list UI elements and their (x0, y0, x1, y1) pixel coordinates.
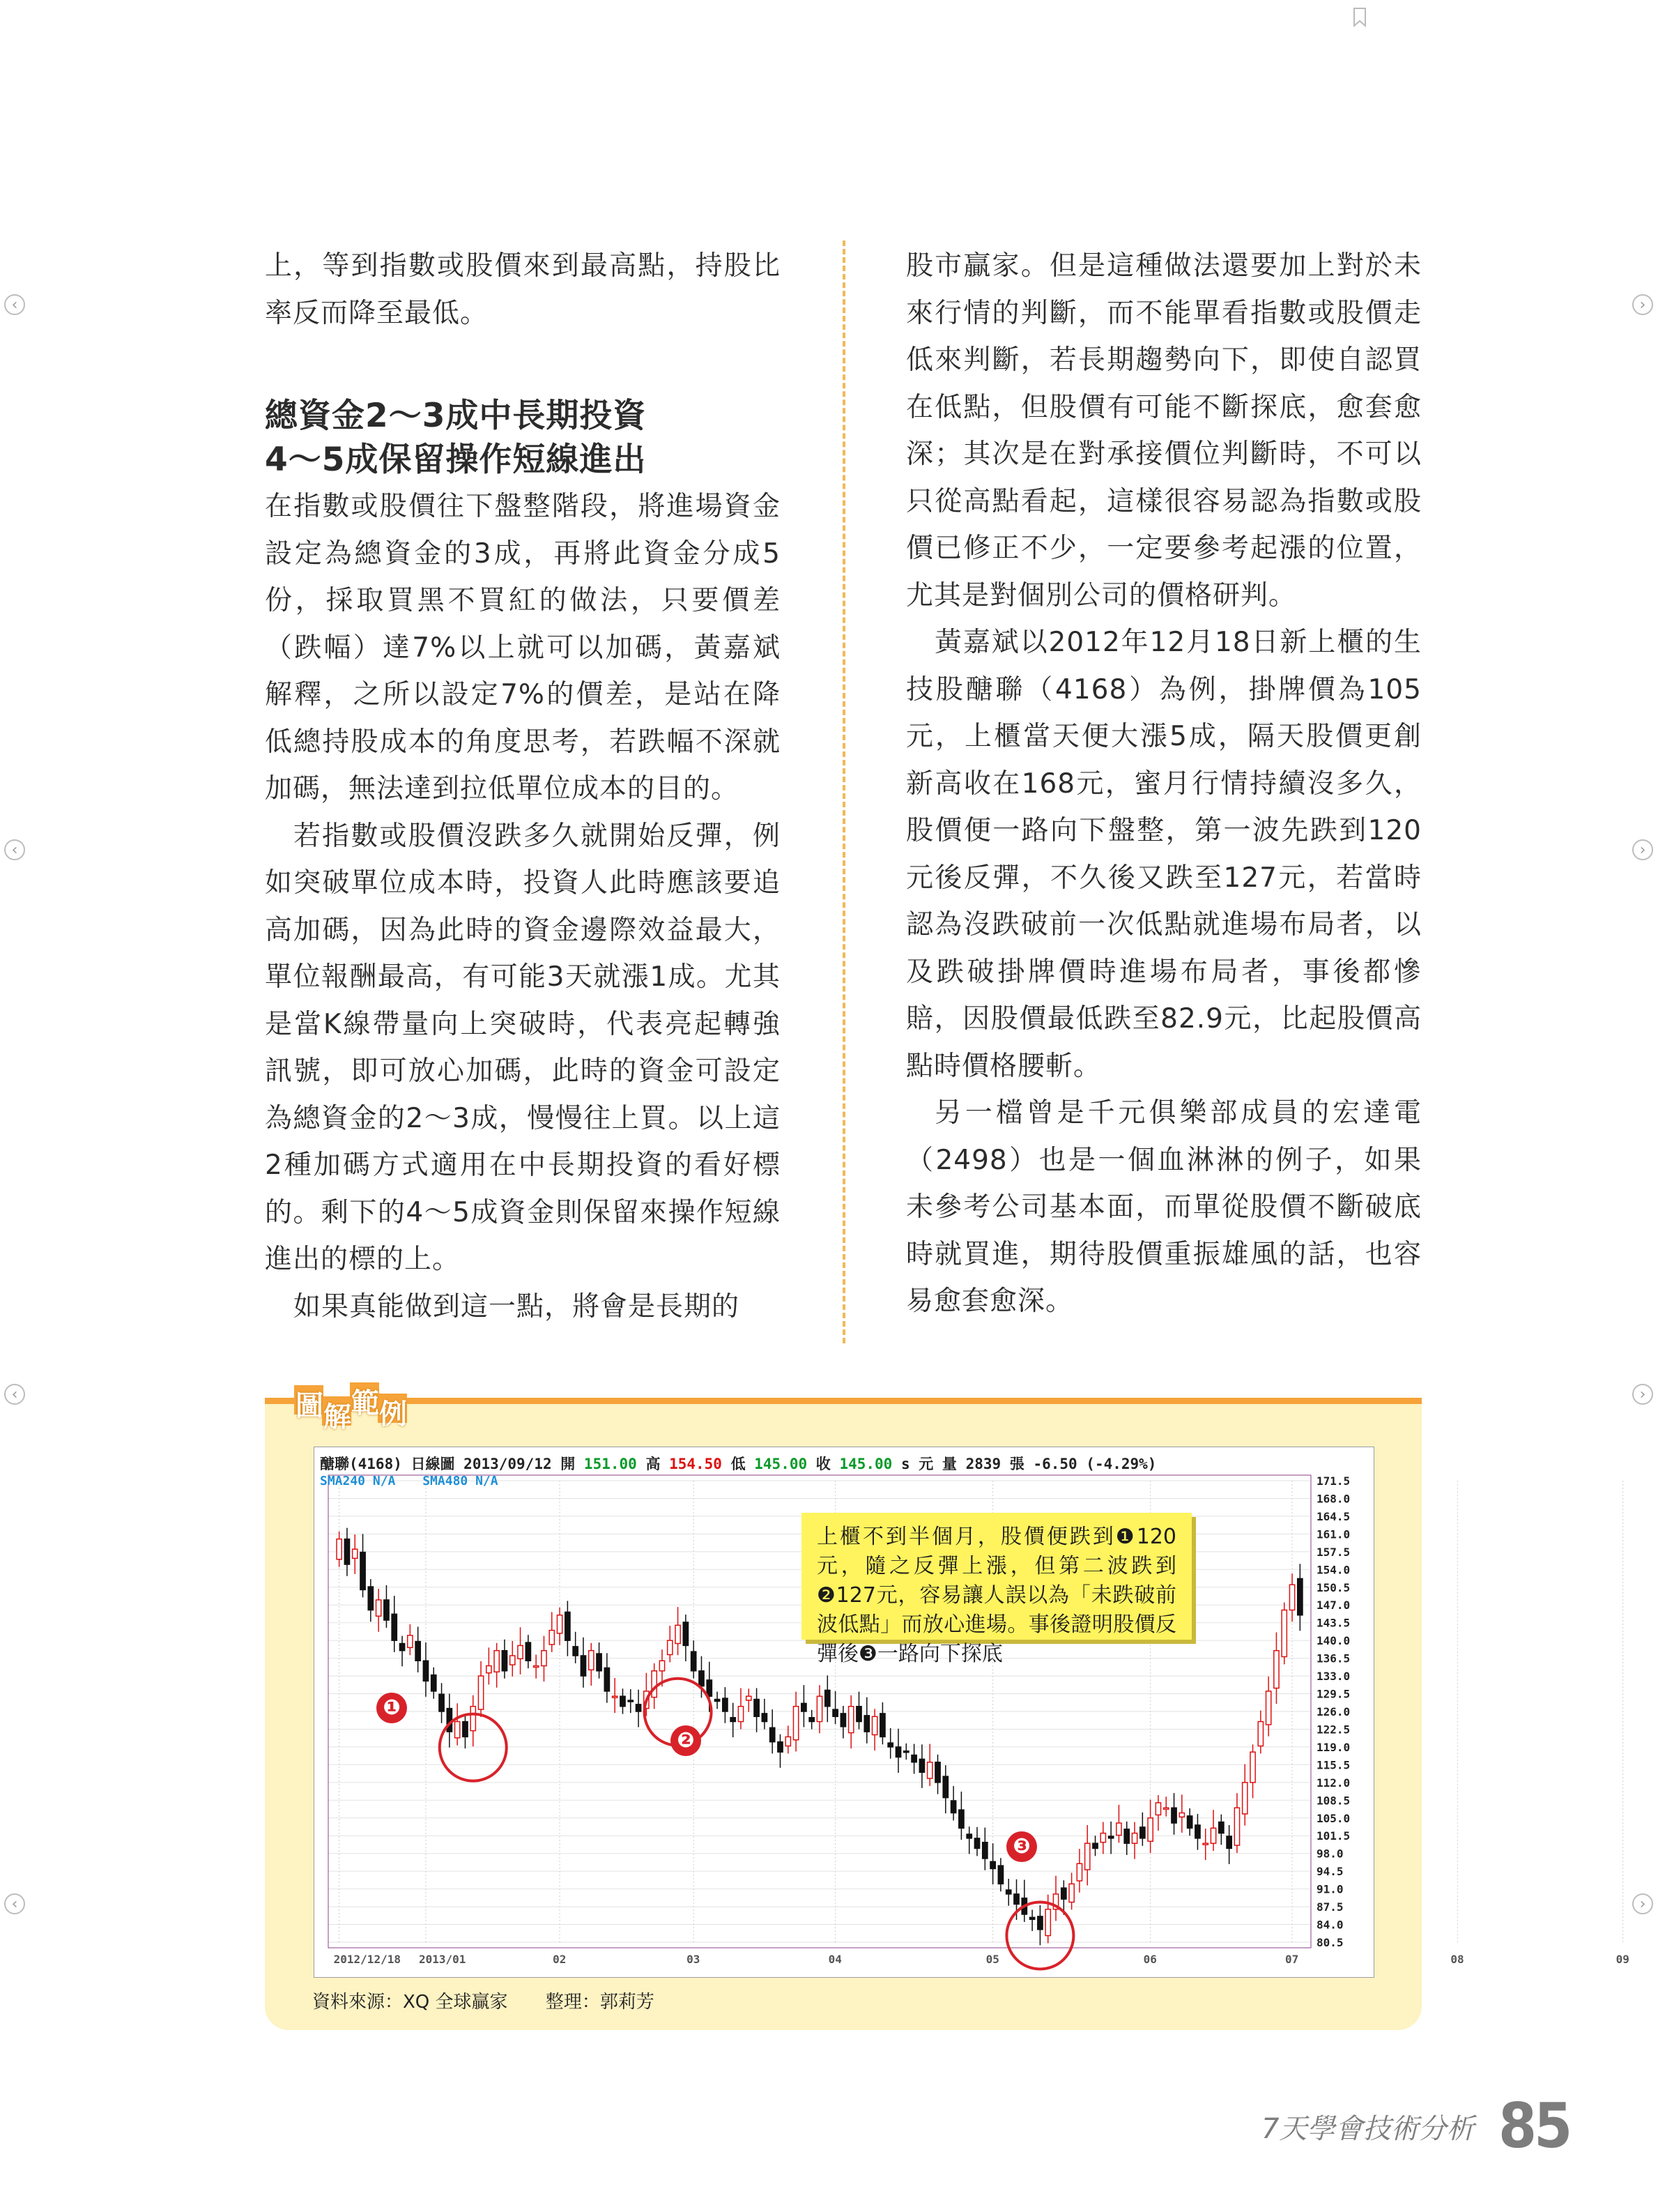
y-tick-label: 91.0 (1317, 1882, 1344, 1896)
y-tick-label: 136.5 (1317, 1652, 1351, 1665)
candle-body (959, 1810, 964, 1828)
candle-body (857, 1707, 861, 1722)
candle-body (1211, 1828, 1215, 1843)
candle-body (368, 1587, 373, 1610)
y-tick-label: 161.0 (1317, 1527, 1351, 1541)
open-label: 開 (560, 1456, 576, 1472)
candle-body (510, 1656, 515, 1665)
candle-body (1234, 1808, 1239, 1845)
body-paragraph-1: 在指數或股價往下盤整階段，將進場資金設定為總資金的3成，再將此資金分成5份，採取買黑不買紅的做法，只要價差（跌幅）達7%以上就可以加碼，黃嘉斌解釋，之所以設定7%的價差，是站在降低總持股成本的角度思考，若跌幅不深就加碼，無法達到拉低單位成本的目的。 (265, 491, 781, 804)
next-page-arrow-icon[interactable]: › (1632, 1384, 1653, 1405)
candle-body (581, 1656, 585, 1676)
candle-body (1156, 1803, 1160, 1815)
candle-body (439, 1694, 444, 1711)
candle-body (1116, 1823, 1121, 1835)
candle-body (415, 1642, 420, 1661)
candle-body (502, 1651, 507, 1671)
candle-body (620, 1696, 625, 1707)
volume-label: 量 (942, 1456, 957, 1472)
figure-tab-char: 例 (379, 1398, 407, 1431)
y-tick-label: 80.5 (1317, 1936, 1344, 1949)
candle-body (699, 1671, 704, 1686)
candle-body (919, 1759, 924, 1772)
candle-body (344, 1539, 349, 1564)
candle-body (589, 1651, 594, 1670)
body-paragraph-4: 股市贏家。但是這種做法還要加上對於未來行情的判斷，而不能單看指數或股價走低來判斷，若長期趨勢向下，即使自認買在低點，但股價有可能不斷探底，愈套愈深；其次是在對承接價位判斷時，不可以只從高點看起，這樣很容易認為指數或股價已修正不少，一定要參考起漲的位置，尤其是對個別公司的價格研判。 (906, 250, 1422, 611)
candle-body (1195, 1825, 1200, 1838)
y-tick-label: 84.0 (1317, 1918, 1344, 1932)
candle-body (754, 1700, 759, 1717)
candle-body (1289, 1585, 1294, 1610)
marker-1: ❶ (376, 1693, 407, 1723)
candle-body (738, 1707, 743, 1722)
intro-paragraph: 上，等到指數或股價來到最高點，持股比率反而降至最低。 (265, 250, 781, 329)
y-tick-label: 150.5 (1317, 1580, 1351, 1594)
body-paragraph-3: 如果真能做到這一點，將會是長期的 (293, 1290, 739, 1322)
next-page-arrow-icon[interactable]: › (1632, 1893, 1653, 1914)
illustrated-example-figure (265, 1387, 1629, 2030)
candle-body (872, 1716, 877, 1734)
candle-body (983, 1843, 988, 1859)
candle-body (1014, 1894, 1019, 1905)
candle-body (447, 1709, 452, 1732)
x-tick-label: 2012/12/18 (333, 1953, 401, 1966)
candle-body (353, 1549, 358, 1558)
section-heading-line-2: 4～5成保留操作短線進出 (265, 441, 647, 479)
candle-body (967, 1834, 972, 1838)
figure-tab-char: 解 (323, 1401, 351, 1433)
section-heading-line-1: 總資金2～3成中長期投資 (265, 397, 647, 435)
candle-body (1179, 1813, 1184, 1817)
candle-body (928, 1762, 932, 1778)
candle-body (573, 1647, 578, 1656)
candle-body (1077, 1863, 1082, 1881)
candle-body (604, 1668, 609, 1691)
candle-body (1006, 1890, 1011, 1894)
candle-body (974, 1838, 979, 1849)
candle-body (399, 1644, 404, 1651)
candle-body (423, 1661, 428, 1681)
book-title-footer: 7天學會技術分析 (1261, 2113, 1475, 2145)
y-tick-label: 108.5 (1317, 1794, 1351, 1808)
candle-body (1266, 1691, 1271, 1725)
candle-body (557, 1615, 562, 1633)
candle-body (1100, 1833, 1105, 1843)
y-tick-label: 154.0 (1317, 1563, 1351, 1577)
candle-body (1069, 1884, 1074, 1902)
sma240-label: SMA240 N/A (320, 1474, 396, 1488)
prev-page-arrow-icon[interactable]: ‹ (4, 1384, 25, 1405)
candle-body (896, 1747, 900, 1757)
candle-body (998, 1866, 1003, 1884)
candle-body (1250, 1752, 1255, 1783)
candle-body (659, 1661, 664, 1671)
y-tick-label: 140.0 (1317, 1634, 1351, 1648)
candle-body (486, 1666, 491, 1673)
candle-body (730, 1718, 735, 1722)
candle-body (431, 1675, 436, 1691)
marker-3: ❸ (1006, 1831, 1037, 1862)
y-tick-label: 94.5 (1317, 1865, 1344, 1879)
candle-body (1164, 1808, 1169, 1809)
candle-body (723, 1698, 728, 1711)
candle-body (793, 1707, 798, 1740)
left-text-column (265, 243, 781, 1330)
candle-body (478, 1676, 483, 1709)
candle-body (1109, 1836, 1114, 1838)
body-paragraph-5: 黃嘉斌以2012年12月18日新上櫃的生技股醣聯（4168）為例，掛牌價為105元，上櫃當天便大漲5成，隔天股價更創新高收在168元，蜜月行情持續沒多久，股價便一路向下盤整，第一波先跌到120元後反彈，不久後又跌至127元，若當時認為沒跌破前一次低點就進場布局者，以及跌破掛牌價時進場布局者，事後都慘賠，因股價最低跌至82.9元，比起股價高點時價格腰斬。 (906, 627, 1422, 1082)
candle-body (518, 1645, 523, 1658)
candle-body (1093, 1843, 1098, 1848)
candle-body (990, 1861, 995, 1868)
chart-date: 2013/09/12 (463, 1456, 552, 1472)
bookmark-icon[interactable] (1352, 7, 1367, 28)
figure-top-rule (265, 1398, 1422, 1404)
candle-body (565, 1612, 570, 1640)
candle-body (1124, 1829, 1129, 1843)
x-tick-label: 08 (1450, 1953, 1464, 1966)
candle-body (840, 1714, 845, 1727)
candle-body (683, 1622, 688, 1645)
candle-body (762, 1714, 767, 1722)
candle-body (912, 1755, 916, 1762)
candle-body (746, 1696, 751, 1700)
candle-body (904, 1751, 909, 1753)
candle-body (691, 1652, 696, 1671)
candle-body (1132, 1833, 1137, 1844)
candle-body (408, 1635, 413, 1647)
prev-page-arrow-icon[interactable]: ‹ (4, 839, 25, 860)
figure-tab-char: 圖 (295, 1390, 323, 1422)
candle-body (833, 1709, 838, 1716)
change-value: -6.50 (-4.29%) (1033, 1456, 1157, 1472)
x-tick-label: 07 (1285, 1953, 1299, 1966)
candle-body (1298, 1578, 1303, 1615)
chart-quote-header (320, 1453, 1156, 1474)
next-page-arrow-icon[interactable]: › (1632, 839, 1653, 860)
high-value: 154.50 (669, 1456, 722, 1472)
candle-body (392, 1614, 397, 1640)
y-tick-label: 168.0 (1317, 1492, 1351, 1506)
candle-body (549, 1631, 554, 1645)
high-label: 高 (645, 1456, 661, 1472)
y-tick-label: 101.5 (1317, 1829, 1351, 1843)
candle-body (801, 1703, 806, 1711)
sma480-label: SMA480 N/A (422, 1474, 498, 1488)
x-tick-label: 02 (553, 1953, 567, 1966)
right-text-column (906, 243, 1422, 1325)
candle-body (951, 1801, 955, 1813)
candle-body (714, 1700, 719, 1702)
close-label: 收 (815, 1456, 831, 1472)
y-tick-label: 122.5 (1317, 1723, 1351, 1737)
body-paragraph-6: 另一檔曾是千元俱樂部成員的宏達電（2498）也是一個血淋淋的例子，如果未參考公司基本面，而單從股價不斷破底時就買進，期待股價重振雄風的話，也容易愈套愈深。 (906, 1097, 1422, 1317)
candle-body (636, 1704, 640, 1711)
candle-body (463, 1722, 468, 1737)
candle-body (1061, 1888, 1066, 1899)
candle-body (376, 1600, 381, 1616)
candle-body (534, 1666, 539, 1668)
figure-source (312, 1988, 686, 2013)
source-label: 資料來源：XQ 全球贏家 (312, 1992, 508, 2013)
volume-value: 2839 張 (965, 1456, 1024, 1472)
candle-body (1038, 1916, 1043, 1930)
chart-stock-name: 醣聯(4168) 日線圖 (320, 1456, 455, 1472)
candle-body (778, 1742, 783, 1753)
candle-body (597, 1654, 601, 1671)
candle-body (1030, 1917, 1035, 1919)
candle-body (1227, 1836, 1231, 1848)
open-value: 151.00 (583, 1456, 637, 1472)
x-tick-label: 06 (1143, 1953, 1157, 1966)
candle-body (613, 1696, 617, 1698)
section-heading (265, 394, 781, 482)
candle-body (1274, 1651, 1279, 1688)
candle-body (652, 1671, 657, 1698)
candle-body (360, 1553, 365, 1590)
y-tick-label: 112.0 (1317, 1776, 1351, 1790)
prev-page-arrow-icon[interactable]: ‹ (4, 294, 25, 315)
candle-body (1140, 1827, 1145, 1838)
marker-2: ❷ (670, 1725, 701, 1756)
candle-body (1203, 1843, 1208, 1845)
candle-body (888, 1743, 893, 1747)
candle-body (494, 1651, 499, 1672)
candle-body (864, 1716, 869, 1732)
candle-body (1172, 1808, 1176, 1823)
candle-body (943, 1776, 948, 1798)
price-unit: s 元 (900, 1456, 934, 1472)
x-tick-label: 2013/01 (418, 1953, 466, 1966)
y-tick-label: 157.5 (1317, 1545, 1351, 1559)
candle-body (825, 1690, 830, 1706)
candle-body (935, 1762, 940, 1783)
candle-body (542, 1651, 546, 1666)
column-divider (843, 241, 845, 1343)
candle-body (817, 1696, 822, 1721)
candle-body (1258, 1722, 1263, 1746)
editor-label: 整理：郭莉芳 (545, 1992, 654, 2013)
candle-body (470, 1707, 475, 1731)
candle-body (1188, 1816, 1192, 1828)
next-page-arrow-icon[interactable]: › (1632, 294, 1653, 315)
candle-body (384, 1600, 389, 1620)
figure-tab-label (294, 1382, 411, 1433)
candle-body (849, 1707, 854, 1733)
sma-legend (320, 1474, 518, 1488)
y-tick-label: 147.0 (1317, 1599, 1351, 1612)
candle-body (1243, 1783, 1248, 1814)
low-label: 低 (730, 1456, 746, 1472)
y-tick-label: 126.0 (1317, 1705, 1351, 1718)
y-tick-label: 119.0 (1317, 1740, 1351, 1754)
figure-tab-char: 範 (351, 1387, 379, 1419)
candle-body (770, 1727, 775, 1741)
candle-body (880, 1714, 885, 1737)
close-value: 145.00 (839, 1456, 893, 1472)
candle-body (1282, 1610, 1287, 1657)
y-tick-label: 98.0 (1317, 1847, 1344, 1861)
x-tick-label: 04 (828, 1953, 842, 1966)
y-tick-label: 164.5 (1317, 1509, 1351, 1523)
x-tick-label: 03 (686, 1953, 700, 1966)
prev-page-arrow-icon[interactable]: ‹ (4, 1893, 25, 1914)
page-number: 85 (1498, 2090, 1570, 2162)
x-tick-label: 09 (1615, 1953, 1629, 1966)
y-tick-label: 171.5 (1317, 1474, 1351, 1488)
chart-callout-note: 上櫃不到半個月，股價便跌到❶120元，隨之反彈上漲，但第二波跌到❷127元，容易讓人誤以為「未跌破前波低點」而放心進場。事後證明股價反彈後❸一路向下探底 (801, 1513, 1192, 1640)
candle-body (668, 1640, 673, 1654)
candle-body (809, 1718, 814, 1722)
y-tick-label: 129.5 (1317, 1687, 1351, 1701)
y-tick-label: 133.0 (1317, 1670, 1351, 1684)
candle-body (1045, 1909, 1050, 1936)
x-tick-label: 05 (985, 1953, 999, 1966)
y-tick-label: 143.5 (1317, 1616, 1351, 1630)
candle-body (1085, 1843, 1090, 1870)
candle-body (1148, 1818, 1153, 1841)
candle-body (337, 1539, 341, 1559)
candle-body (1219, 1822, 1224, 1833)
candle-body (525, 1642, 530, 1661)
candle-body (675, 1625, 680, 1643)
y-tick-label: 87.5 (1317, 1900, 1344, 1914)
y-tick-label: 115.5 (1317, 1758, 1351, 1772)
candle-body (455, 1722, 460, 1738)
body-paragraph-2: 若指數或股價沒跌多久就開始反彈，例如突破單位成本時，投資人此時應該要追高加碼，因為此時的資金邊際效益最大，單位報酬最高，有可能3天就漲1成。尤其是當K線帶量向上突破時，代表亮起轉強訊號，即可放心加碼，此時的資金可設定為總資金的2～3成，慢慢往上買。以上這2種加碼方式適用在中長期投資的看好標的。剩下的4～5成資金則保留來操作短線進出的標的上。 (265, 820, 781, 1275)
candle-body (785, 1737, 790, 1746)
low-value: 145.00 (754, 1456, 808, 1472)
candle-body (628, 1700, 633, 1702)
y-tick-label: 105.0 (1317, 1811, 1351, 1825)
